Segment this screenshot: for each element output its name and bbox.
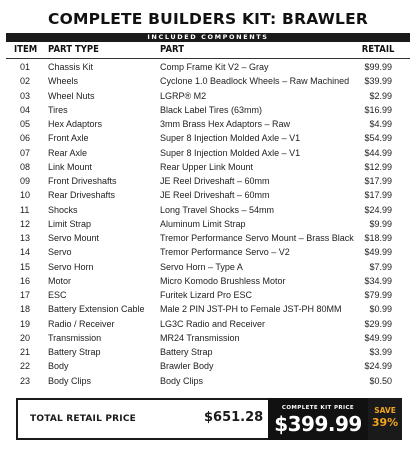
table-row xyxy=(0,289,416,303)
page-title: COMPLETE BUILDERS KIT: BRAWLER xyxy=(48,10,368,28)
row-part-type: Servo Horn xyxy=(48,261,94,272)
row-item-number: 08 xyxy=(20,161,31,172)
row-part-type: Limit Strap xyxy=(48,218,92,229)
row-retail-price: $17.99 xyxy=(364,176,392,186)
save-label: SAVE xyxy=(374,406,396,415)
row-part-type: Link Mount xyxy=(48,161,93,172)
row-retail-price: $0.99 xyxy=(369,304,392,315)
table-row xyxy=(0,61,416,75)
row-retail-price: $49.99 xyxy=(364,247,392,258)
row-part-type: Wheels xyxy=(48,76,79,87)
table-row xyxy=(0,303,416,317)
table-row xyxy=(0,104,416,118)
row-retail-price: $18.99 xyxy=(364,233,392,243)
row-part-name: JE Reel Driveshaft – 60mm xyxy=(160,190,270,201)
table-row xyxy=(0,147,416,161)
row-item-number: 05 xyxy=(20,119,31,129)
row-part-type: Chassis Kit xyxy=(48,62,94,72)
row-item-number: 23 xyxy=(20,375,31,386)
row-item-number: 22 xyxy=(20,361,31,372)
row-retail-price: $79.99 xyxy=(364,290,392,300)
row-part-type: Body xyxy=(48,361,69,372)
table-row xyxy=(0,275,416,289)
table-row xyxy=(0,75,416,89)
row-part-name: Comp Frame Kit V2 – Gray xyxy=(160,62,269,72)
row-part-type: Front Driveshafts xyxy=(48,176,117,186)
row-retail-price: $17.99 xyxy=(364,190,392,201)
row-retail-price: $39.99 xyxy=(364,76,392,87)
row-retail-price: $7.99 xyxy=(369,261,392,272)
row-part-name: Servo Horn – Type A xyxy=(160,261,243,272)
row-part-type: Shocks xyxy=(48,204,78,215)
row-retail-price: $16.99 xyxy=(364,104,392,115)
row-item-number: 04 xyxy=(20,104,31,115)
table-row xyxy=(0,189,416,203)
column-header-item: ITEM xyxy=(14,44,38,55)
kit-price-value: $399.99 xyxy=(274,412,362,436)
row-part-type: Hex Adaptors xyxy=(48,119,103,129)
row-item-number: 06 xyxy=(20,133,31,144)
row-part-type: ESC xyxy=(48,290,67,300)
kit-price-label: COMPLETE KIT PRICE xyxy=(281,405,355,411)
parts-table xyxy=(0,61,416,389)
table-row xyxy=(0,132,416,146)
save-value: 39% xyxy=(371,416,399,429)
kit-price-box xyxy=(268,398,368,440)
row-retail-price: $12.99 xyxy=(364,161,392,172)
table-row xyxy=(0,204,416,218)
row-part-type: Tires xyxy=(48,104,68,115)
save-badge xyxy=(368,398,402,440)
row-item-number: 10 xyxy=(20,190,31,201)
row-retail-price: $3.99 xyxy=(369,347,392,357)
table-row xyxy=(0,360,416,374)
row-part-type: Battery Strap xyxy=(48,347,101,357)
row-part-name: MR24 Transmission xyxy=(160,332,240,343)
row-item-number: 15 xyxy=(20,261,31,272)
row-part-name: Aluminum Limit Strap xyxy=(160,218,246,229)
row-retail-price: $2.99 xyxy=(369,90,392,101)
row-part-type: Servo xyxy=(48,247,72,258)
row-part-type: Battery Extension Cable xyxy=(48,304,145,315)
table-row xyxy=(0,218,416,232)
table-row xyxy=(0,332,416,346)
row-item-number: 03 xyxy=(20,90,31,101)
table-row xyxy=(0,90,416,104)
table-row xyxy=(0,346,416,360)
row-item-number: 16 xyxy=(20,275,31,286)
row-part-name: Battery Strap xyxy=(160,347,213,357)
row-item-number: 07 xyxy=(20,147,31,158)
row-retail-price: $4.99 xyxy=(369,119,392,129)
row-part-name: Black Label Tires (63mm) xyxy=(160,104,263,115)
column-header-part: PART xyxy=(160,44,184,55)
row-item-number: 17 xyxy=(20,290,31,300)
row-part-name: Body Clips xyxy=(160,375,204,386)
row-item-number: 20 xyxy=(20,332,31,343)
row-item-number: 11 xyxy=(20,204,30,215)
row-part-type: Rear Driveshafts xyxy=(48,190,116,201)
row-part-name: Furitek Lizard Pro ESC xyxy=(160,290,253,300)
row-part-type: Body Clips xyxy=(48,375,92,386)
row-part-type: Wheel Nuts xyxy=(48,90,95,101)
row-part-name: Super 8 Injection Molded Axle – V1 xyxy=(160,133,301,144)
row-part-name: Long Travel Shocks – 54mm xyxy=(160,204,275,215)
table-row xyxy=(0,232,416,246)
row-part-type: Front Axle xyxy=(48,133,89,144)
price-footer xyxy=(16,398,400,440)
row-item-number: 12 xyxy=(20,218,31,229)
total-retail-value: $651.28 xyxy=(204,410,264,425)
row-item-number: 01 xyxy=(20,62,31,72)
row-retail-price: $29.99 xyxy=(364,318,392,329)
row-retail-price: $24.99 xyxy=(364,361,392,372)
table-row xyxy=(0,318,416,332)
row-item-number: 14 xyxy=(20,247,31,258)
table-row xyxy=(0,118,416,132)
page-subtitle: INCLUDED COMPONENTS xyxy=(147,33,269,41)
row-part-name: Tremor Performance Servo – V2 xyxy=(160,247,290,258)
row-part-name: Tremor Performance Servo Mount – Brass Black xyxy=(160,233,354,243)
row-part-type: Servo Mount xyxy=(48,233,100,243)
row-retail-price: $54.99 xyxy=(364,133,392,144)
column-header-part-type: PART TYPE xyxy=(48,44,99,55)
subtitle-bar xyxy=(6,33,410,42)
row-item-number: 13 xyxy=(20,233,31,243)
row-part-name: Rear Upper Link Mount xyxy=(160,161,254,172)
total-retail-label: TOTAL RETAIL PRICE xyxy=(30,414,136,424)
row-part-name: Brawler Body xyxy=(160,361,214,372)
row-item-number: 18 xyxy=(20,304,31,315)
row-part-type: Transmission xyxy=(48,332,102,343)
column-header-retail: RETAIL xyxy=(361,44,394,55)
row-part-name: LGRP® M2 xyxy=(160,90,207,101)
row-part-name: Super 8 Injection Molded Axle – V1 xyxy=(160,147,301,158)
row-item-number: 09 xyxy=(20,176,31,186)
row-retail-price: $34.99 xyxy=(364,275,392,286)
row-retail-price: $44.99 xyxy=(364,147,392,158)
table-row xyxy=(0,261,416,275)
row-part-type: Radio / Receiver xyxy=(48,318,115,329)
row-part-type: Rear Axle xyxy=(48,147,88,158)
table-row xyxy=(0,161,416,175)
row-retail-price: $49.99 xyxy=(364,332,392,343)
table-row xyxy=(0,246,416,260)
row-retail-price: $24.99 xyxy=(364,204,392,215)
row-part-name: Male 2 PIN JST-PH to Female JST-PH 80MM xyxy=(160,304,342,315)
row-item-number: 21 xyxy=(20,347,31,357)
row-retail-price: $99.99 xyxy=(364,62,392,72)
row-part-type: Motor xyxy=(48,275,72,286)
row-retail-price: $0.50 xyxy=(369,375,392,386)
row-retail-price: $9.99 xyxy=(369,218,392,229)
row-item-number: 19 xyxy=(20,318,31,329)
table-row xyxy=(0,375,416,389)
row-part-name: 3mm Brass Hex Adaptors – Raw xyxy=(160,119,291,129)
table-row xyxy=(0,175,416,189)
row-part-name: LG3C Radio and Receiver xyxy=(160,318,266,329)
row-part-name: Micro Komodo Brushless Motor xyxy=(160,275,286,286)
row-part-name: JE Reel Driveshaft – 60mm xyxy=(160,176,270,186)
row-item-number: 02 xyxy=(20,76,31,87)
header-divider xyxy=(6,58,410,59)
row-part-name: Cyclone 1.0 Beadlock Wheels – Raw Machined xyxy=(160,76,350,87)
